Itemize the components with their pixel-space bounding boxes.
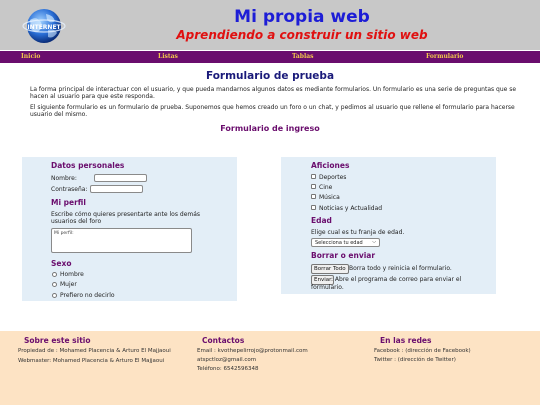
checkbox-label-noticias: Noticias y Actualidad [319, 205, 383, 212]
radio-label-hombre: Hombre [60, 271, 84, 278]
checkbox-cine[interactable] [311, 184, 316, 189]
age-description: Elige cual es tu franja de edad. [311, 229, 405, 236]
footer-social-twitter[interactable]: Twitter : (dirección de Twitter) [374, 357, 456, 363]
clear-description: Borra todo y reinicia el formulario. [349, 265, 452, 272]
personal-data-title: Datos personales [51, 161, 125, 170]
age-select[interactable] [311, 238, 380, 247]
footer-social-title: En las redes [380, 336, 432, 345]
clear-all-button[interactable]: Borrar Todo [311, 264, 349, 274]
site-footer [0, 331, 540, 405]
site-header [0, 0, 540, 50]
main-nav [0, 51, 540, 63]
password-input[interactable] [90, 185, 143, 193]
radio-label-mujer: Mujer [60, 281, 77, 288]
age-select-value: Selecciona tu edad [315, 240, 363, 246]
footer-contact-phone: Teléfono: 6542596348 [197, 366, 259, 372]
footer-about-owner: Propiedad de : Mohamed Placencia & Arturo El Majjaoui [18, 348, 171, 354]
nav-item-formulario[interactable]: Formulario [426, 53, 464, 60]
name-label: Nombre: [51, 175, 77, 182]
radio-prefiero-no-decirlo[interactable] [52, 293, 57, 298]
send-title: Borrar o enviar [311, 251, 376, 260]
checkbox-label-cine: Cine [319, 184, 333, 191]
footer-contact-title: Contactos [202, 336, 245, 345]
profile-title: Mi perfil [51, 198, 86, 207]
footer-about-title: Sobre este sitio [24, 336, 91, 345]
intro-paragraph-1: La forma principal de interactuar con el usuario, y que pueda mandarnos algunos datos es mediante formularios. Un formulario es una serie de preguntas que se hacen al usuario para que este responda. [30, 86, 517, 100]
radio-hombre[interactable] [52, 272, 57, 277]
intro-paragraph-2: El siguiente formulario es un formulario de prueba. Suponemos que hemos creado un foro o un chat, y pedimos al usuario que rellene el formulario para hacerse usuario del mismo. [30, 104, 515, 118]
checkbox-label-musica: Música [319, 194, 340, 201]
page-heading: Formulario de prueba [205, 70, 335, 82]
checkbox-label-deportes: Deportes [319, 174, 347, 181]
nav-item-inicio[interactable]: Inicio [21, 53, 41, 60]
send-button[interactable]: Enviar [311, 275, 334, 285]
profile-description: Escribe cómo quieres presentarte ante los demás usuarios del foro [51, 211, 201, 225]
site-title: Mi propia web [234, 7, 370, 27]
checkbox-noticias[interactable] [311, 205, 316, 210]
send-description: : Abre el programa de correo para enviar el [331, 276, 462, 283]
radio-mujer[interactable] [52, 282, 57, 287]
svg-text:INTERNET: INTERNET [27, 24, 61, 31]
checkbox-musica[interactable] [311, 194, 316, 199]
sex-title: Sexo [51, 259, 72, 268]
footer-about-webmaster: Webmaster: Mohamed Placencia & Arturo El Majjaoui [18, 358, 165, 364]
footer-social-facebook[interactable]: Facebook : (dirección de Facebook) [374, 348, 471, 354]
site-subtitle: Aprendiendo a construir un sitio web [176, 28, 428, 42]
hobbies-title: Aficiones [311, 161, 350, 170]
password-label: Contraseña: [51, 186, 88, 193]
form-heading: Formulario de ingreso [220, 124, 320, 133]
nav-item-listas[interactable]: Listas [158, 53, 178, 60]
age-title: Edad [311, 216, 332, 225]
radio-label-prefiero-no-decirlo: Prefiero no decirlo [60, 292, 115, 299]
profile-textarea[interactable]: Mi perfil: [51, 228, 192, 253]
send-description-cont: formulario. [311, 284, 344, 291]
name-input[interactable] [94, 174, 147, 182]
nav-item-tablas[interactable]: Tablas [292, 53, 314, 60]
checkbox-deportes[interactable] [311, 174, 316, 179]
chevron-down-icon: ⌵ [372, 239, 376, 245]
footer-contact-email[interactable]: Email : kvothepelirrojo@protonmail.com [197, 348, 308, 354]
footer-contact-email-2[interactable]: atspctloz@gmail.com [197, 357, 257, 363]
